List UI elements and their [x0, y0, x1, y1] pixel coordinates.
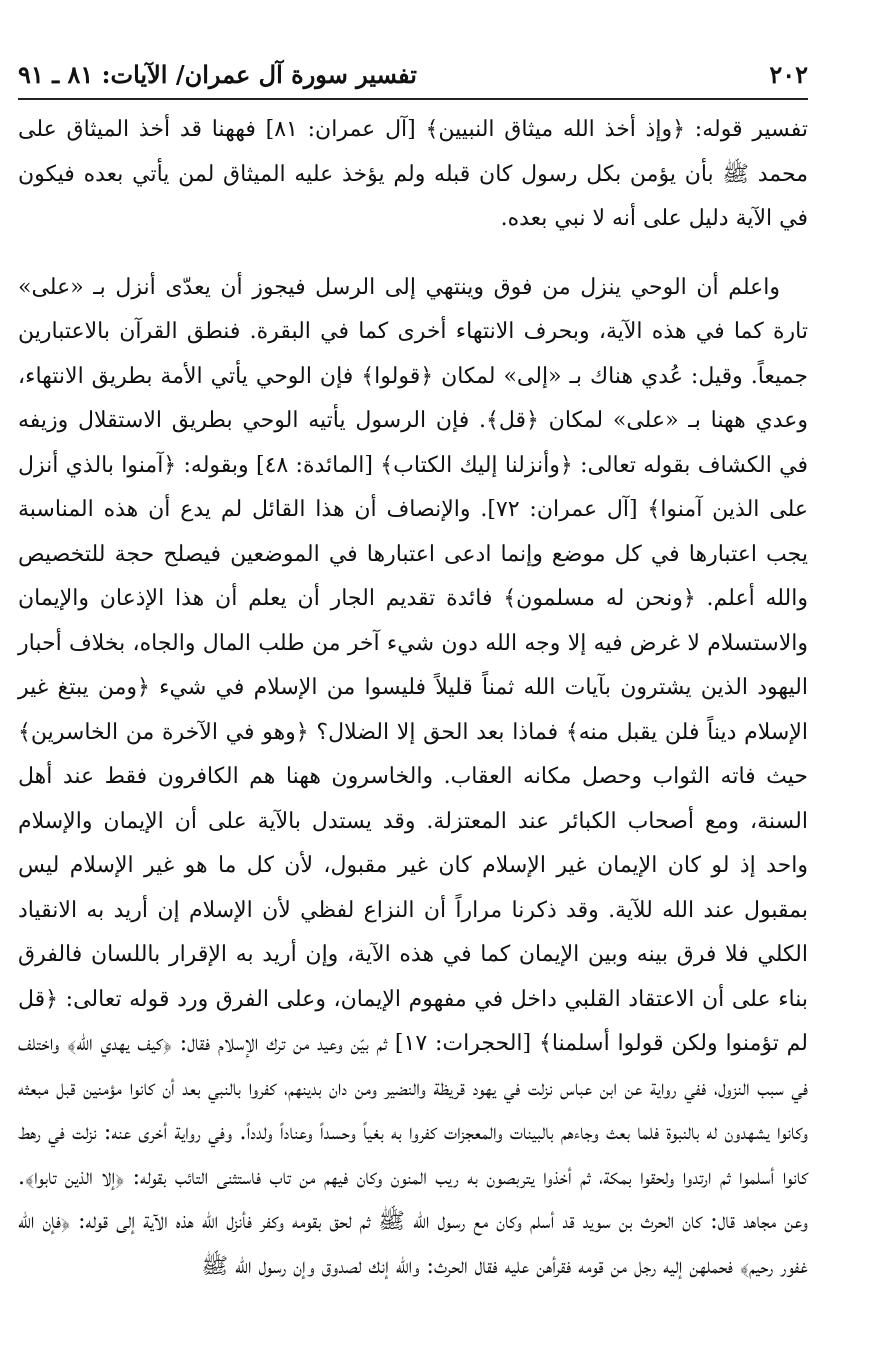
paragraph-1: تفسير قوله: ﴿وإذ أخذ الله ميثاق النبيين﴾ [آل عمران: ٨١] فههنا قد أخذ الميثاق على محمد ﷺ بأن يؤمن بكل رسول كان قبله ولم يؤخذ عليه الميثاق لمن يأتي بعده فيكون في الآية دليل على أنه لا نبي بعده.	[18, 117, 809, 231]
body-text	[18, 108, 808, 1289]
page-number: ٢٠٢	[769, 60, 808, 89]
paragraph-2: واعلم أن الوحي ينزل من فوق وينتهي إلى الرسل فيجوز أن يعدّى أنزل بـ «على» تارة كما في هذه الآية، وبحرف الانتهاء أخرى كما في البقرة. فنطق القرآن بالاعتبارين جميعاً. وقيل: عُدي هناك بـ «إلى» لمكان ﴿قولوا﴾ فإن الوحي يأتي الأمة بطريق الانتهاء، وعدي ههنا بـ «على» لمكان ﴿قل﴾. فإن الرسول يأتيه الوحي بطريق الاستقلال وزيفه في الكشاف بقوله تعالى: ﴿وأنزلنا إليك الكتاب﴾ [المائدة: ٤٨] وبقوله: ﴿آمنوا بالذي أنزل على الذين آمنوا﴾ [آل عمران: ٧٢]. والإنصاف أن هذا القائل لم يدع أن هذه المناسبة يجب اعتبارها في كل موضع وإنما ادعى اعتبارها في الموضعين فيصلح حجة للتخصيص والله أعلم. ﴿ونحن له مسلمون﴾ فائدة تقديم الجار أن يعلم أن هذا الإذعان والإيمان والاستسلام لا غرض فيه إلا وجه الله دون شيء آخر من طلب المال والجاه، بخلاف أحبار اليهود الذين يشترون بآيات الله ثمناً قليلاً فليسوا من الإسلام في شيء ﴿ومن يبتغ غير الإسلام ديناً فلن يقبل منه﴾ فماذا بعد الحق إلا الضلال؟ ﴿وهو في الآخرة من الخاسرين﴾ حيث فاته الثواب وحصل مكانه العقاب. والخاسرون ههنا هم الكافرون فقط عند أهل السنة، ومع أصحاب الكبائر عند المعتزلة. وقد يستدل بالآية على أن الإيمان والإسلام واحد إذ لو كان الإيمان غير الإسلام كان غير مقبول، لأن كل ما هو غير الإسلام ليس بمقبول عند الله للآية. وقد ذكرنا مراراً أن النزاع لفظي لأن الإسلام إن أريد به الانقياد الكلي فلا فرق بينه وبين الإيمان كما في هذه الآية، وإن أريد به الإقرار باللسان فالفرق بناء على أن الاعتقاد القلبي داخل في مفهوم الإيمان، وعلى الفرق ورد قوله تعالى: ﴿قل لم تؤمنوا ولكن قولوا أسلمنا﴾ [الحجرات: ١٧] ثم بيّن وعيد من ترك الإسلام فقال: ﴿كيف يهدي الله﴾ واختلف في سبب النزول، ففي رواية عن ابن عباس نزلت في يهود قريظة والنضير ومن دان بدينهم، كفروا بالنبي بعد أن كانوا مؤمنين قبل مبعثه وكانوا يشهدون له بالنبوة فلما بعث وجاءهم بالبينات والمعجزات كفروا به بغياً وحسداً وعناداً ولدداً. وفي رواية أخرى عنه: نزلت في رهط كانوا أسلموا ثم ارتدوا ولحقوا بمكة، ثم أخذوا يتربصون به ريب المنون وكان فيهم من تاب فاستثنى التائب بقوله: ﴿إلا الذين تابوا﴾. وعن مجاهد قال: كان الحرث بن سويد قد أسلم وكان مع رسول الله ﷺ ثم لحق بقومه وكفر فأنزل الله هذه الآية إلى قوله: ﴿فإن الله غفور رحيم﴾ فحملهن إليه رجل من قومه فقرأهن عليه فقال الحرث: والله إنك لصدوق وإن رسول الله ﷺ	[18, 274, 809, 1279]
header-rule	[18, 98, 808, 100]
running-title: تفسير سورة آل عمران/ الآيات: ٨١ ـ ٩١	[18, 60, 417, 89]
page-header	[18, 56, 808, 96]
